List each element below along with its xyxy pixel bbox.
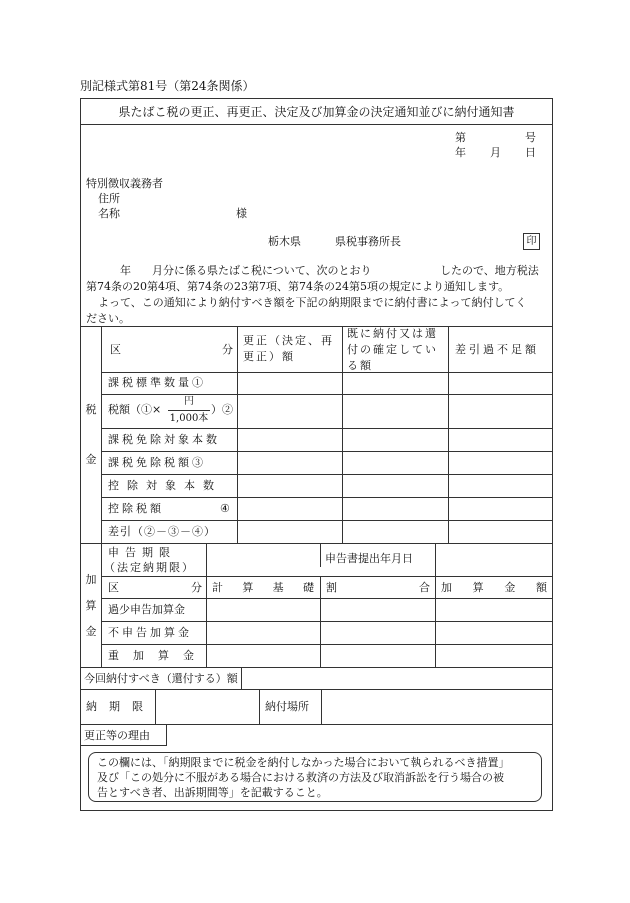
- kasan-row-2: 不申告加算金: [108, 626, 192, 639]
- tax-col-kubun-2: 分: [222, 343, 233, 356]
- kasan-deadline-sub: （法定納期限）: [104, 561, 195, 574]
- body-line2: 第74条の20第4項、第74条の23第7項、第74条の24第5項の規定により通知します。: [86, 280, 510, 293]
- tax-row-4: 課税免除税額③: [108, 456, 206, 469]
- tax-col-kubun-1: 区: [110, 343, 121, 356]
- frame-top: [80, 98, 553, 99]
- date-day: 日: [525, 146, 536, 159]
- tax-row-2a: 税額（①×: [108, 403, 162, 416]
- kasan-group-label-2: 算: [85, 599, 97, 612]
- kasan-group-label-3: 金: [85, 625, 97, 638]
- body-line1-end: したので、地方税法: [440, 264, 539, 277]
- footer-note-line2: 及び「この処分に不服がある場合における救済の方法及び取消訴訟を行う場合の被: [97, 771, 504, 784]
- kasan-row-3: 重加算金: [108, 649, 208, 662]
- payment-place-label: 納付場所: [265, 700, 309, 713]
- tax-row-6: 控除税額: [108, 502, 164, 515]
- tax-row-2-frac-bottom: 1,000本: [169, 413, 209, 424]
- recipient-address-label: 住所: [98, 192, 120, 205]
- tax-col-kousei: 更正（決定、再更正）額: [243, 334, 334, 363]
- body-line3: よって、この通知により納付すべき額を下記の納期限までに納付書によって納付してく: [98, 296, 527, 309]
- tax-row-2b: ）②: [211, 403, 233, 416]
- kasan-col-keisan: 計 算 基 礎: [212, 581, 314, 594]
- document-title: 県たばこ税の更正、再更正、決定及び加算金の決定通知並びに納付通知書: [118, 105, 515, 119]
- kasan-group-label-1: 加: [85, 573, 97, 586]
- issuer-office: 県税事務所長: [335, 235, 401, 248]
- kasan-row-1: 過少申告加算金: [108, 603, 185, 616]
- kasan-deadline-label: 申告期限: [108, 546, 176, 559]
- footer-note-line3: 告とすべき者、出訴期間等」を記載すること。: [97, 786, 328, 799]
- doc-number-prefix: 第: [455, 131, 466, 144]
- tax-row-1: 課税標準数量①: [108, 376, 206, 389]
- payment-due-label: 納期限: [86, 700, 155, 713]
- tax-col-kinou: 既に納付又は還付の確定している額: [347, 327, 438, 372]
- kasan-filing-date-label: 申告書提出年月日: [325, 552, 413, 565]
- body-year: 年: [120, 264, 131, 277]
- reason-label: 更正等の理由: [84, 729, 150, 742]
- doc-number-suffix: 号: [525, 131, 536, 144]
- tax-row-2-frac-top: 円: [184, 396, 194, 407]
- tax-group-label-1: 税: [85, 403, 97, 416]
- tax-col-sabiki: 差引過不足額: [455, 343, 539, 356]
- seal-mark: 印: [523, 233, 540, 250]
- tax-row-6-mark: ④: [220, 502, 230, 515]
- recipient-name-label: 名称: [98, 207, 120, 220]
- form-number: 別記様式第81号（第24条関係）: [80, 79, 255, 93]
- body-line1: 月分に係る県たばこ税について、次のとおり: [152, 264, 372, 277]
- recipient-honorific: 様: [236, 207, 247, 220]
- issuer-prefecture: 栃木県: [268, 235, 301, 248]
- tax-group-label-2: 金: [85, 453, 97, 466]
- kasan-col-kasan: 加 算 金 額: [441, 581, 547, 594]
- tax-row-5: 控除対象本数: [108, 479, 222, 492]
- tax-row-3: 課税免除対象本数: [108, 433, 220, 446]
- payment-amount-label: 今回納付すべき（還付する）額: [84, 672, 238, 685]
- date-month: 月: [490, 146, 501, 159]
- footer-note-line1: この欄には、「納期限までに税金を納付しなかった場合において執られるべき措置」: [97, 756, 510, 769]
- frame-right: [552, 98, 553, 811]
- frame-left: [80, 98, 81, 811]
- tax-row-7: 差引（②－③－④）: [108, 525, 216, 538]
- body-line4: ださい。: [86, 312, 130, 325]
- recipient-role: 特別徴収義務者: [86, 177, 163, 190]
- frame-bottom: [80, 810, 553, 811]
- kasan-col-wari: 割 合: [326, 581, 430, 594]
- date-year: 年: [455, 146, 466, 159]
- kasan-col-kubun: 区 分: [108, 581, 202, 594]
